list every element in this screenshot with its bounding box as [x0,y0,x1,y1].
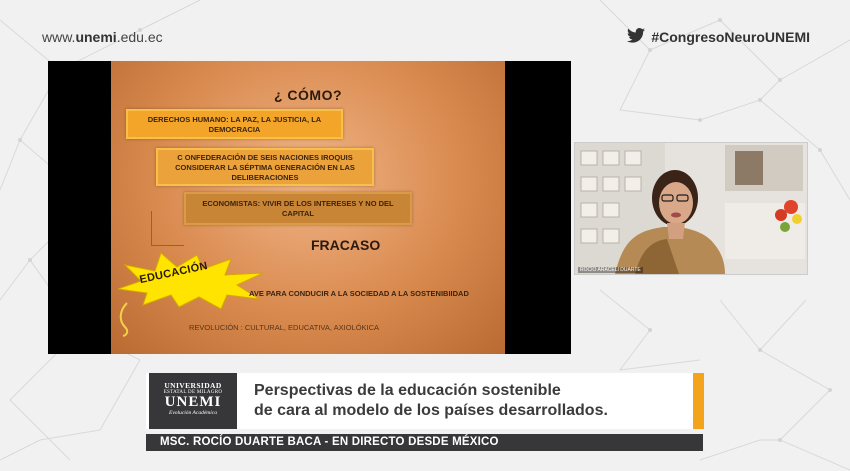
speaker-label: MSC. ROCÍO DUARTE BACA - EN DIRECTO DESDE MÉXICO [160,436,499,448]
accent-bar [693,373,704,429]
slide-box-economistas: ECONOMISTAS: VIVIR DE LOS INTERESES Y NO DEL CAPITAL [184,192,412,225]
presentation-slide [111,61,505,354]
burst-label: EDUCACIÓN [138,259,209,287]
slide-box-derechos: DERECHOS HUMANO: LA PAZ, LA JUSTICIA, LA DEMOCRACIA [126,109,343,139]
webcam-name-tag: ROCÍO ARACELI DUARTE [580,267,641,273]
hashtag-text: #CongresoNeuroUNEMI [651,29,810,45]
hashtag-label [627,28,810,46]
talk-title [254,381,608,421]
twitter-bird-icon [627,28,645,46]
slide-squiggle [117,301,137,337]
slide-revolucion-text: REVOLUCIÓN : CULTURAL, EDUCATIVA, AXIOLÓKICA [189,323,380,332]
slide-connector-line [151,211,184,246]
webcam-scene [575,143,807,274]
talk-title-line2: de cara al modelo de los países desarrollados. [254,402,608,419]
speaker-webcam [574,142,808,275]
slide-fracaso: FRACASO [311,237,381,253]
presentation-video [48,61,571,354]
unemi-logo: UNIVERSIDAD ESTATAL DE MILAGRO UNEMI Evolución Académica [149,373,237,429]
site-url: www.unemi.edu.ec [42,29,163,45]
talk-title-line1: Perspectivas de la educación sostenible [254,382,561,399]
slide-box-confederacion: C ONFEDERACIÓN DE SEIS NACIONES IROQUIS CONSIDERAR LA SÉPTIMA GENERACIÓN EN LAS DELIBERACIONES [156,148,374,186]
slide-clave-text: AVE PARA CONDUCIR A LA SOCIEDAD A LA SOSTENIBIIDAD [249,289,469,298]
slide-title: ¿ CÓMO? [273,87,343,103]
